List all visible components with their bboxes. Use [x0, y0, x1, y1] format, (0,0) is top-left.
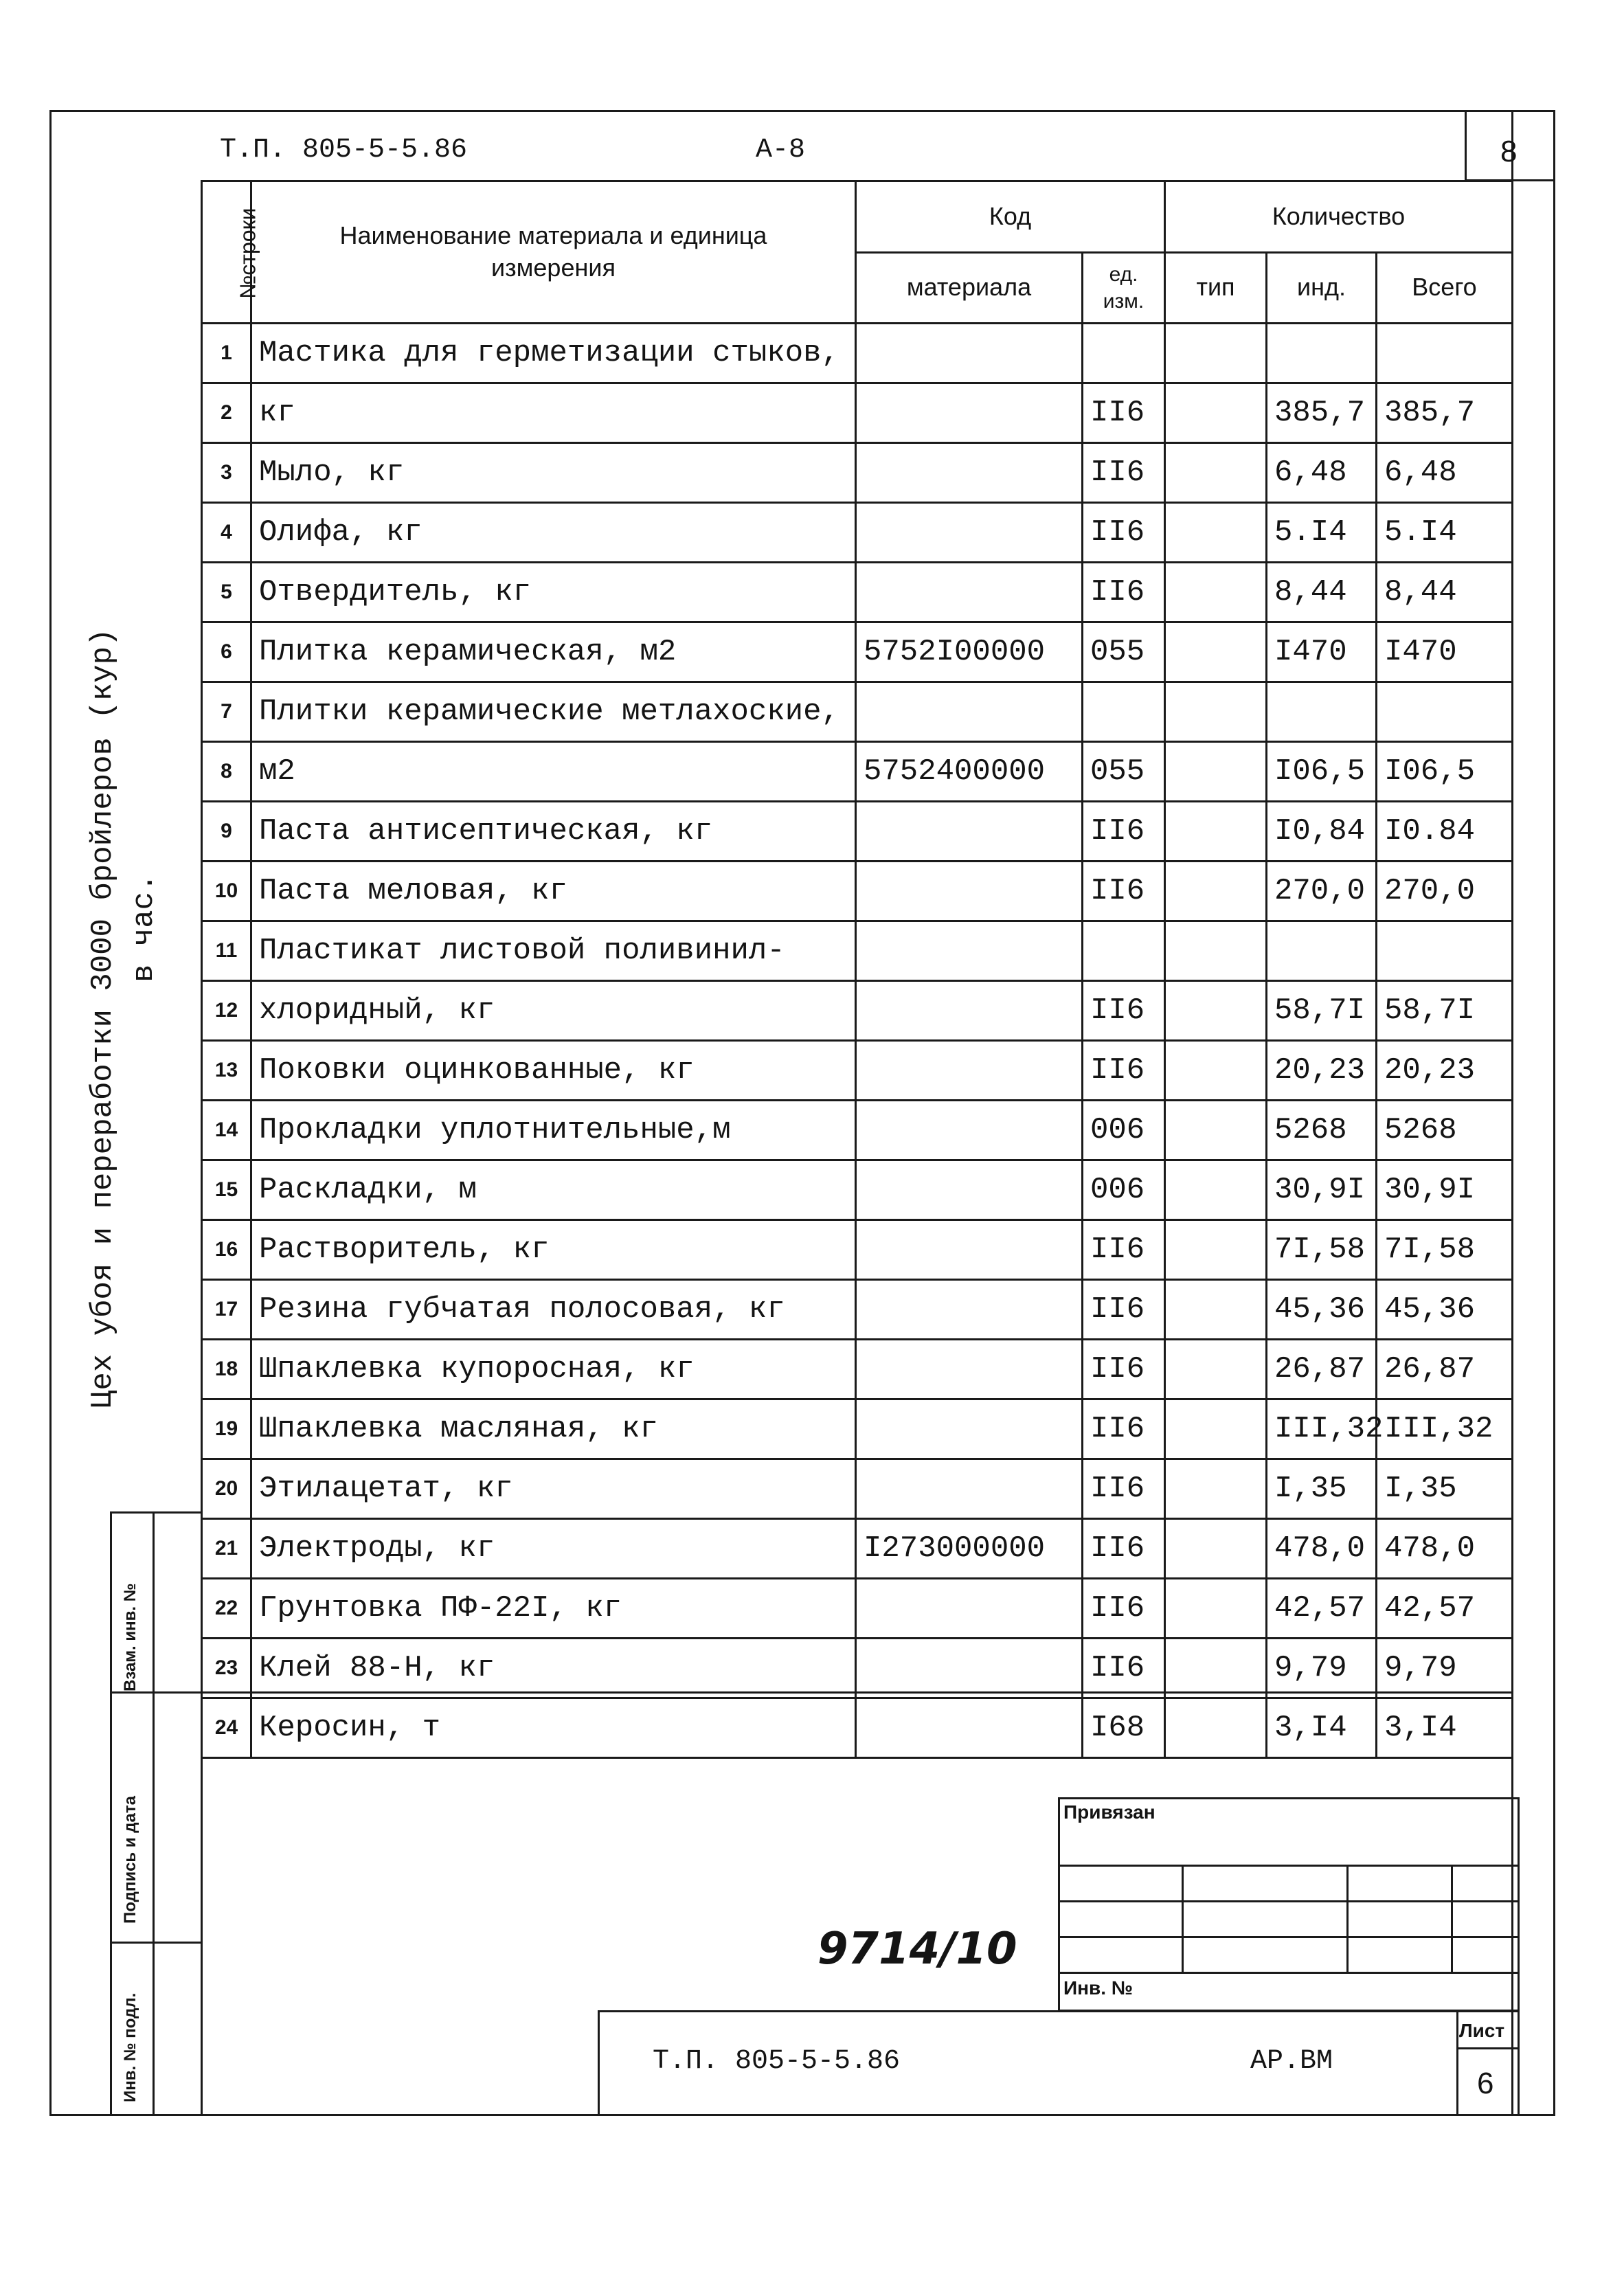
header-code-unit: ед. изм.: [1083, 252, 1165, 324]
row-number: 21: [202, 1519, 251, 1579]
row-code: I273000000: [856, 1519, 1083, 1579]
row-number: 18: [202, 1340, 251, 1399]
row-type: [1165, 862, 1267, 921]
row-name: Грунтовка ПФ-22I, кг: [251, 1579, 856, 1639]
row-type: [1165, 1220, 1267, 1280]
row-code: [856, 1041, 1083, 1101]
table-row: [202, 682, 1513, 742]
row-total: 20,23: [1377, 1041, 1513, 1101]
row-type: [1165, 1399, 1267, 1459]
row-type: [1165, 921, 1267, 981]
row-unit: II6: [1083, 1639, 1165, 1698]
row-total: [1377, 921, 1513, 981]
row-name: Раскладки, м: [251, 1160, 856, 1220]
row-unit: II6: [1083, 1399, 1165, 1459]
row-number: 4: [202, 503, 251, 563]
row-total: 3,I4: [1377, 1698, 1513, 1758]
stamp-divider-1: [110, 1511, 201, 1514]
row-number: 8: [202, 742, 251, 802]
sheet-number: 8: [1500, 135, 1518, 168]
privyazan-col-3: [1451, 1865, 1453, 1972]
row-total: I470: [1377, 622, 1513, 682]
row-ind: 7I,58: [1267, 1220, 1377, 1280]
privyazan-label: Привязан: [1063, 1801, 1155, 1823]
row-ind: 5.I4: [1267, 503, 1377, 563]
row-unit: II6: [1083, 383, 1165, 443]
row-name: Шпаклевка масляная, кг: [251, 1399, 856, 1459]
row-unit: I68: [1083, 1698, 1165, 1758]
table-row: [202, 1340, 1513, 1399]
row-code: [856, 1639, 1083, 1698]
row-unit: II6: [1083, 1519, 1165, 1579]
row-total: I,35: [1377, 1459, 1513, 1519]
stamp-inv-podl: Инв. № подл.: [121, 1992, 139, 2102]
table-row: [202, 1579, 1513, 1639]
header-album: А-8: [756, 135, 806, 166]
row-ind: 3,I4: [1267, 1698, 1377, 1758]
row-code: [856, 921, 1083, 981]
row-code: [856, 682, 1083, 742]
row-type: [1165, 1698, 1267, 1758]
row-unit: [1083, 921, 1165, 981]
row-number: 15: [202, 1160, 251, 1220]
row-code: [856, 1579, 1083, 1639]
row-ind: I470: [1267, 622, 1377, 682]
row-number: 9: [202, 802, 251, 862]
row-type: [1165, 981, 1267, 1041]
row-number: 19: [202, 1399, 251, 1459]
row-unit: 055: [1083, 622, 1165, 682]
row-number: 17: [202, 1280, 251, 1340]
row-name: Растворитель, кг: [251, 1220, 856, 1280]
row-unit: II6: [1083, 503, 1165, 563]
row-total: 7I,58: [1377, 1220, 1513, 1280]
row-unit: II6: [1083, 1459, 1165, 1519]
row-type: [1165, 1101, 1267, 1160]
row-unit: II6: [1083, 1220, 1165, 1280]
row-name: Отвердитель, кг: [251, 563, 856, 622]
row-unit: [1083, 324, 1165, 383]
row-unit: II6: [1083, 443, 1165, 503]
row-ind: 20,23: [1267, 1041, 1377, 1101]
row-total: 8,44: [1377, 563, 1513, 622]
header-doc-code: Т.П. 805-5-5.86: [220, 135, 468, 166]
row-code: [856, 1101, 1083, 1160]
row-ind: 42,57: [1267, 1579, 1377, 1639]
row-number: 12: [202, 981, 251, 1041]
row-number: 11: [202, 921, 251, 981]
row-number: 3: [202, 443, 251, 503]
header-qty-type: тип: [1165, 252, 1267, 324]
table-row: [202, 921, 1513, 981]
row-ind: 26,87: [1267, 1340, 1377, 1399]
list-value: 6: [1477, 2067, 1494, 2100]
row-ind: 478,0: [1267, 1519, 1377, 1579]
table-row: [202, 622, 1513, 682]
row-ind: 270,0: [1267, 862, 1377, 921]
row-ind: 45,36: [1267, 1280, 1377, 1340]
row-total: 58,7I: [1377, 981, 1513, 1041]
table-row: [202, 324, 1513, 383]
row-type: [1165, 383, 1267, 443]
row-name: Резина губчатая полосовая, кг: [251, 1280, 856, 1340]
row-number: 20: [202, 1459, 251, 1519]
row-number: 14: [202, 1101, 251, 1160]
row-total: 42,57: [1377, 1579, 1513, 1639]
table-row: [202, 1399, 1513, 1459]
privyazan-col-1: [1182, 1865, 1184, 1972]
row-ind: [1267, 921, 1377, 981]
row-name: Мыло, кг: [251, 443, 856, 503]
row-unit: II6: [1083, 802, 1165, 862]
row-name: Паста меловая, кг: [251, 862, 856, 921]
table-row: [202, 1698, 1513, 1758]
row-ind: 8,44: [1267, 563, 1377, 622]
row-total: 385,7: [1377, 383, 1513, 443]
row-code: [856, 862, 1083, 921]
row-unit: II6: [1083, 1280, 1165, 1340]
row-ind: 5268: [1267, 1101, 1377, 1160]
table-row: [202, 1220, 1513, 1280]
row-code: [856, 443, 1083, 503]
row-code: 5752I00000: [856, 622, 1083, 682]
list-label: Лист: [1459, 2020, 1505, 2041]
table-row: [202, 981, 1513, 1041]
row-name: Пластикат листовой поливинил-: [251, 921, 856, 981]
row-type: [1165, 1519, 1267, 1579]
row-type: [1165, 622, 1267, 682]
row-code: [856, 1280, 1083, 1340]
row-code: [856, 1399, 1083, 1459]
table-row: [202, 1639, 1513, 1698]
row-number: 23: [202, 1639, 251, 1698]
row-ind: I,35: [1267, 1459, 1377, 1519]
project-title: [82, 629, 165, 1408]
table-row: [202, 1459, 1513, 1519]
inv-no-label: Инв. №: [1063, 1977, 1134, 1999]
title-mark: АР.ВМ: [1250, 2046, 1333, 2077]
row-type: [1165, 1280, 1267, 1340]
table-row: [202, 443, 1513, 503]
row-type: [1165, 324, 1267, 383]
header-code-group: Код: [856, 181, 1165, 253]
table-row: [202, 1519, 1513, 1579]
row-unit: II6: [1083, 862, 1165, 921]
row-total: [1377, 324, 1513, 383]
table-row: [202, 1280, 1513, 1340]
title-doc-code: Т.П. 805-5-5.86: [653, 2046, 901, 2077]
row-unit: 006: [1083, 1160, 1165, 1220]
table-row: [202, 802, 1513, 862]
stamp-divider-2: [110, 1942, 201, 1944]
row-name: Олифа, кг: [251, 503, 856, 563]
row-name: кг: [251, 383, 856, 443]
row-total: III,32: [1377, 1399, 1513, 1459]
row-ind: 58,7I: [1267, 981, 1377, 1041]
row-code: [856, 981, 1083, 1041]
row-type: [1165, 682, 1267, 742]
row-type: [1165, 1340, 1267, 1399]
row-number: 7: [202, 682, 251, 742]
row-code: [856, 1220, 1083, 1280]
row-name: Прокладки уплотнительные,м: [251, 1101, 856, 1160]
row-name: Паста антисептическая, кг: [251, 802, 856, 862]
header-row-no: №строки: [202, 181, 251, 324]
row-name: м2: [251, 742, 856, 802]
row-number: 16: [202, 1220, 251, 1280]
row-total: 45,36: [1377, 1280, 1513, 1340]
list-box-line: [1456, 2047, 1520, 2049]
project-title-line1: Цех убоя и переработки 3000 бройлеров (кур): [86, 628, 120, 1408]
row-ind: [1267, 682, 1377, 742]
row-type: [1165, 563, 1267, 622]
row-number: 24: [202, 1698, 251, 1758]
row-unit: II6: [1083, 1579, 1165, 1639]
row-number: 5: [202, 563, 251, 622]
row-total: [1377, 682, 1513, 742]
row-name: Керосин, т: [251, 1698, 856, 1758]
row-code: [856, 324, 1083, 383]
privyazan-line-4: [1058, 1972, 1520, 1974]
row-code: [856, 383, 1083, 443]
row-code: [856, 563, 1083, 622]
row-number: 10: [202, 862, 251, 921]
row-unit: II6: [1083, 1340, 1165, 1399]
row-ind: 6,48: [1267, 443, 1377, 503]
row-type: [1165, 443, 1267, 503]
stamp-podpis: Подпись и дата: [121, 1796, 139, 1924]
row-code: [856, 802, 1083, 862]
row-ind: III,32: [1267, 1399, 1377, 1459]
row-type: [1165, 1459, 1267, 1519]
row-name: Плитки керамические метлахоские,: [251, 682, 856, 742]
table-header-row: [202, 181, 1513, 253]
row-type: [1165, 802, 1267, 862]
row-unit: 055: [1083, 742, 1165, 802]
row-ind: [1267, 324, 1377, 383]
table-row: [202, 383, 1513, 443]
row-code: [856, 1340, 1083, 1399]
table-row: [202, 503, 1513, 563]
row-name: Клей 88-Н, кг: [251, 1639, 856, 1698]
row-ind: 9,79: [1267, 1639, 1377, 1698]
table-row: [202, 1041, 1513, 1101]
header-code-material: материала: [856, 252, 1083, 324]
privyazan-col-2: [1346, 1865, 1349, 1972]
row-unit: II6: [1083, 563, 1165, 622]
row-name: Мастика для герметизации стыков,: [251, 324, 856, 383]
row-total: 270,0: [1377, 862, 1513, 921]
row-ind: 385,7: [1267, 383, 1377, 443]
table-row: [202, 862, 1513, 921]
table-bottom-line: [110, 1691, 1511, 1694]
row-name: Поковки оцинкованные, кг: [251, 1041, 856, 1101]
row-type: [1165, 1160, 1267, 1220]
row-ind: 30,9I: [1267, 1160, 1377, 1220]
row-unit: 006: [1083, 1101, 1165, 1160]
row-number: 22: [202, 1579, 251, 1639]
table-row: [202, 742, 1513, 802]
handwritten-note: 9714/10: [817, 1924, 1017, 1975]
row-type: [1165, 1639, 1267, 1698]
row-type: [1165, 742, 1267, 802]
row-name: хлоридный, кг: [251, 981, 856, 1041]
row-total: 478,0: [1377, 1519, 1513, 1579]
row-name: Электроды, кг: [251, 1519, 856, 1579]
row-total: 5.I4: [1377, 503, 1513, 563]
row-name: Шпаклевка купоросная, кг: [251, 1340, 856, 1399]
row-ind: I06,5: [1267, 742, 1377, 802]
row-code: [856, 1459, 1083, 1519]
row-total: I0.84: [1377, 802, 1513, 862]
stamp-column-inner: [153, 1511, 155, 2116]
row-unit: [1083, 682, 1165, 742]
row-unit: II6: [1083, 981, 1165, 1041]
materials-table: [201, 180, 1513, 1759]
row-name: Этилацетат, кг: [251, 1459, 856, 1519]
row-code: [856, 1698, 1083, 1758]
list-box-divider: [1456, 2010, 1458, 2116]
row-total: 5268: [1377, 1101, 1513, 1160]
row-total: 26,87: [1377, 1340, 1513, 1399]
row-type: [1165, 1041, 1267, 1101]
header-qty-group: Количество: [1165, 181, 1513, 253]
row-number: 13: [202, 1041, 251, 1101]
row-total: 30,9I: [1377, 1160, 1513, 1220]
stamp-column-left: [110, 1511, 112, 2116]
table-row: [202, 1160, 1513, 1220]
row-name: Плитка керамическая, м2: [251, 622, 856, 682]
project-title-line2: в час.: [127, 873, 161, 982]
row-type: [1165, 503, 1267, 563]
row-number: 2: [202, 383, 251, 443]
row-ind: I0,84: [1267, 802, 1377, 862]
row-number: 1: [202, 324, 251, 383]
row-total: I06,5: [1377, 742, 1513, 802]
row-total: 6,48: [1377, 443, 1513, 503]
header-qty-total: Всего: [1377, 252, 1513, 324]
header-name: Наименование материала и единица измерения: [251, 181, 856, 324]
row-type: [1165, 1579, 1267, 1639]
table-row: [202, 563, 1513, 622]
header-qty-ind: инд.: [1267, 252, 1377, 324]
row-total: 9,79: [1377, 1639, 1513, 1698]
row-code: 5752400000: [856, 742, 1083, 802]
table-row: [202, 1101, 1513, 1160]
row-code: [856, 503, 1083, 563]
row-code: [856, 1160, 1083, 1220]
row-number: 6: [202, 622, 251, 682]
stamp-vzam: Взам. инв. №: [121, 1583, 139, 1691]
row-unit: II6: [1083, 1041, 1165, 1101]
